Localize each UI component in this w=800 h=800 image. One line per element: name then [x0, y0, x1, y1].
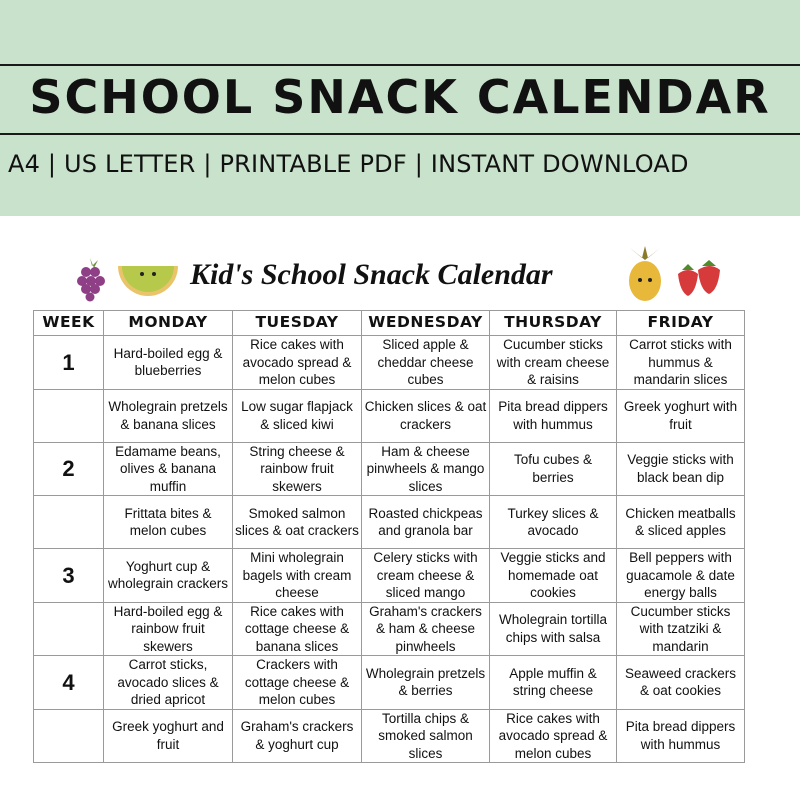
- snack-cell-tuesday: Rice cakes with cottage cheese & banana slices: [233, 602, 362, 656]
- snack-cell-tuesday: Smoked salmon slices & oat crackers: [233, 496, 362, 549]
- snack-cell-wednesday: Chicken slices & oat crackers: [362, 389, 490, 442]
- snack-cell-thursday: Tofu cubes & berries: [490, 442, 617, 496]
- snack-cell-tuesday: Rice cakes with avocado spread & melon cubes: [233, 336, 362, 390]
- snack-cell-monday: Yoghurt cup & wholegrain crackers: [104, 549, 233, 603]
- snack-cell-wednesday: Celery sticks with cream cheese & sliced mango: [362, 549, 490, 603]
- column-header-week: WEEK: [34, 311, 104, 336]
- column-header-friday: FRIDAY: [617, 311, 745, 336]
- snack-cell-thursday: Pita bread dippers with hummus: [490, 389, 617, 442]
- snack-cell-wednesday: Wholegrain pretzels & berries: [362, 656, 490, 710]
- week-number: 1: [34, 336, 104, 390]
- snack-cell-monday: Hard-boiled egg & blueberries: [104, 336, 233, 390]
- snack-cell-friday: Chicken meatballs & sliced apples: [617, 496, 745, 549]
- snack-cell-thursday: Turkey slices & avocado: [490, 496, 617, 549]
- column-header-wednesday: WEDNESDAY: [362, 311, 490, 336]
- snack-cell-monday: Carrot sticks, avocado slices & dried apricot: [104, 656, 233, 710]
- lime-slice-icon: [116, 262, 180, 298]
- column-header-tuesday: TUESDAY: [233, 311, 362, 336]
- snack-cell-friday: Carrot sticks with hummus & mandarin slices: [617, 336, 745, 390]
- table-row: [34, 389, 745, 442]
- table-row: [34, 549, 745, 603]
- snack-cell-wednesday: Tortilla chips & smoked salmon slices: [362, 709, 490, 763]
- table-row: [34, 656, 745, 710]
- divider-bottom: [0, 133, 800, 135]
- snack-cell-friday: Bell peppers with guacamole & date energy balls: [617, 549, 745, 603]
- table-row: [34, 602, 745, 656]
- week-number: 2: [34, 442, 104, 496]
- snack-cell-monday: Frittata bites & melon cubes: [104, 496, 233, 549]
- snack-cell-friday: Cucumber sticks with tzatziki & mandarin: [617, 602, 745, 656]
- snack-cell-friday: Veggie sticks with black bean dip: [617, 442, 745, 496]
- snack-cell-tuesday: Mini wholegrain bagels with cream cheese: [233, 549, 362, 603]
- snack-cell-tuesday: Crackers with cottage cheese & melon cubes: [233, 656, 362, 710]
- snack-cell-monday: Greek yoghurt and fruit: [104, 709, 233, 763]
- snack-cell-tuesday: Graham's crackers & yoghurt cup: [233, 709, 362, 763]
- snack-cell-wednesday: Sliced apple & cheddar cheese cubes: [362, 336, 490, 390]
- snack-cell-tuesday: Low sugar flapjack & sliced kiwi: [233, 389, 362, 442]
- snack-calendar-table: [33, 310, 745, 763]
- format-subtitle: A4 | US LETTER | PRINTABLE PDF | INSTANT DOWNLOAD: [8, 150, 689, 178]
- table-row: [34, 496, 745, 549]
- table-header-row: [34, 311, 745, 336]
- grapes-icon: [74, 256, 110, 302]
- snack-cell-thursday: Cucumber sticks with cream cheese & raisins: [490, 336, 617, 390]
- snack-cell-wednesday: Roasted chickpeas and granola bar: [362, 496, 490, 549]
- table-row: [34, 336, 745, 390]
- table-row: [34, 442, 745, 496]
- column-header-monday: MONDAY: [104, 311, 233, 336]
- snack-cell-thursday: Rice cakes with avocado spread & melon cubes: [490, 709, 617, 763]
- pineapple-icon: [620, 246, 670, 302]
- snack-cell-monday: Edamame beans, olives & banana muffin: [104, 442, 233, 496]
- snack-cell-tuesday: String cheese & rainbow fruit skewers: [233, 442, 362, 496]
- strawberries-icon: [674, 256, 724, 300]
- week-number: [34, 602, 104, 656]
- week-number: [34, 709, 104, 763]
- snack-cell-thursday: Apple muffin & string cheese: [490, 656, 617, 710]
- week-number: [34, 389, 104, 442]
- divider-top: [0, 64, 800, 66]
- snack-cell-friday: Pita bread dippers with hummus: [617, 709, 745, 763]
- column-header-thursday: THURSDAY: [490, 311, 617, 336]
- snack-cell-thursday: Veggie sticks and homemade oat cookies: [490, 549, 617, 603]
- snack-cell-monday: Wholegrain pretzels & banana slices: [104, 389, 233, 442]
- table-row: [34, 709, 745, 763]
- snack-cell-wednesday: Graham's crackers & ham & cheese pinwheels: [362, 602, 490, 656]
- snack-cell-wednesday: Ham & cheese pinwheels & mango slices: [362, 442, 490, 496]
- page-title: SCHOOL SNACK CALENDAR: [29, 70, 771, 124]
- week-number: 4: [34, 656, 104, 710]
- document-title: Kid's School Snack Calendar: [190, 258, 553, 291]
- week-number: 3: [34, 549, 104, 603]
- snack-cell-monday: Hard-boiled egg & rainbow fruit skewers: [104, 602, 233, 656]
- snack-cell-friday: Seaweed crackers & oat cookies: [617, 656, 745, 710]
- week-number: [34, 496, 104, 549]
- snack-cell-thursday: Wholegrain tortilla chips with salsa: [490, 602, 617, 656]
- snack-cell-friday: Greek yoghurt with fruit: [617, 389, 745, 442]
